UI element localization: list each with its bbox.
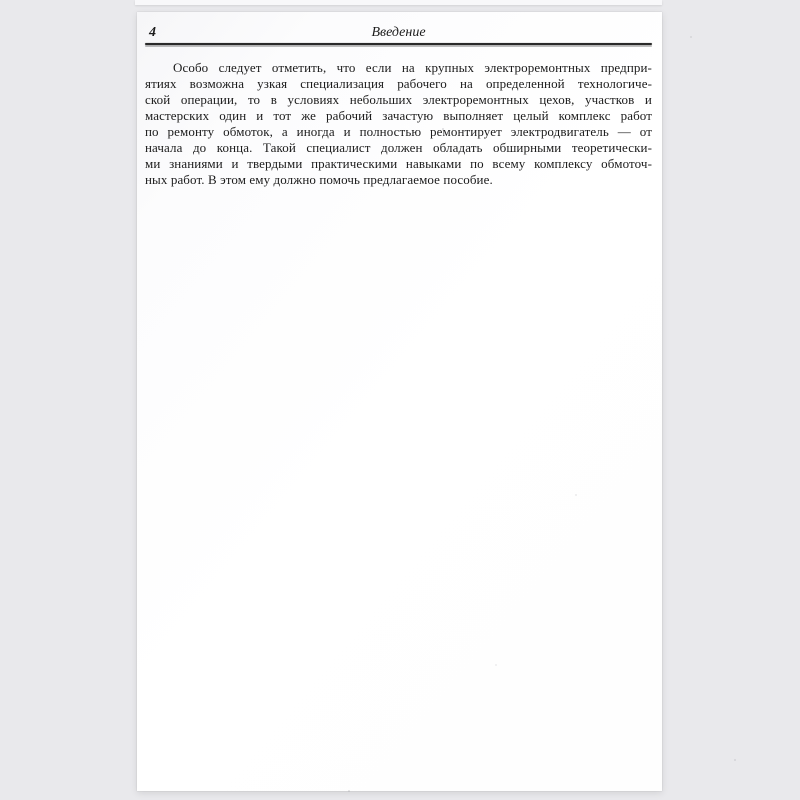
scan-speck <box>690 36 692 38</box>
paragraph <box>145 60 652 188</box>
document-page <box>137 12 662 791</box>
page-header <box>145 24 652 43</box>
scan-speck <box>495 664 497 666</box>
scan-speck <box>442 128 444 130</box>
scan-speck <box>348 790 350 792</box>
text-line: мастерских один и тот же рабочий зачастую выполняет целый комплекс работ <box>145 108 652 123</box>
header-rule <box>145 43 652 45</box>
text-line: по ремонту обмоток, а иногда и полностью ремонтирует электродвигатель — от <box>145 124 652 139</box>
text-line: ятиях возможна узкая специализация рабочего на определенной технологиче- <box>145 76 652 91</box>
text-line: Особо следует отметить, что если на крупных электроремонтных предпри- <box>173 60 652 75</box>
text-line: ской операции, то в условиях небольших электроремонтных цехов, участков и <box>145 92 652 107</box>
page-number: 4 <box>149 25 156 40</box>
text-line: ных работ. В этом ему должно помочь предлагаемое пособие. <box>145 172 493 187</box>
text-line: начала до конца. Такой специалист должен обладать обширными теоретически- <box>145 140 652 155</box>
previous-page-edge <box>135 0 662 5</box>
running-title: Введение <box>371 25 426 40</box>
text-line: ми знаниями и твердыми практическими навыками по всему комплексу обмоточ- <box>145 156 652 171</box>
scan-speck <box>734 759 736 761</box>
page-content <box>145 24 652 188</box>
scan-speck <box>575 494 577 496</box>
